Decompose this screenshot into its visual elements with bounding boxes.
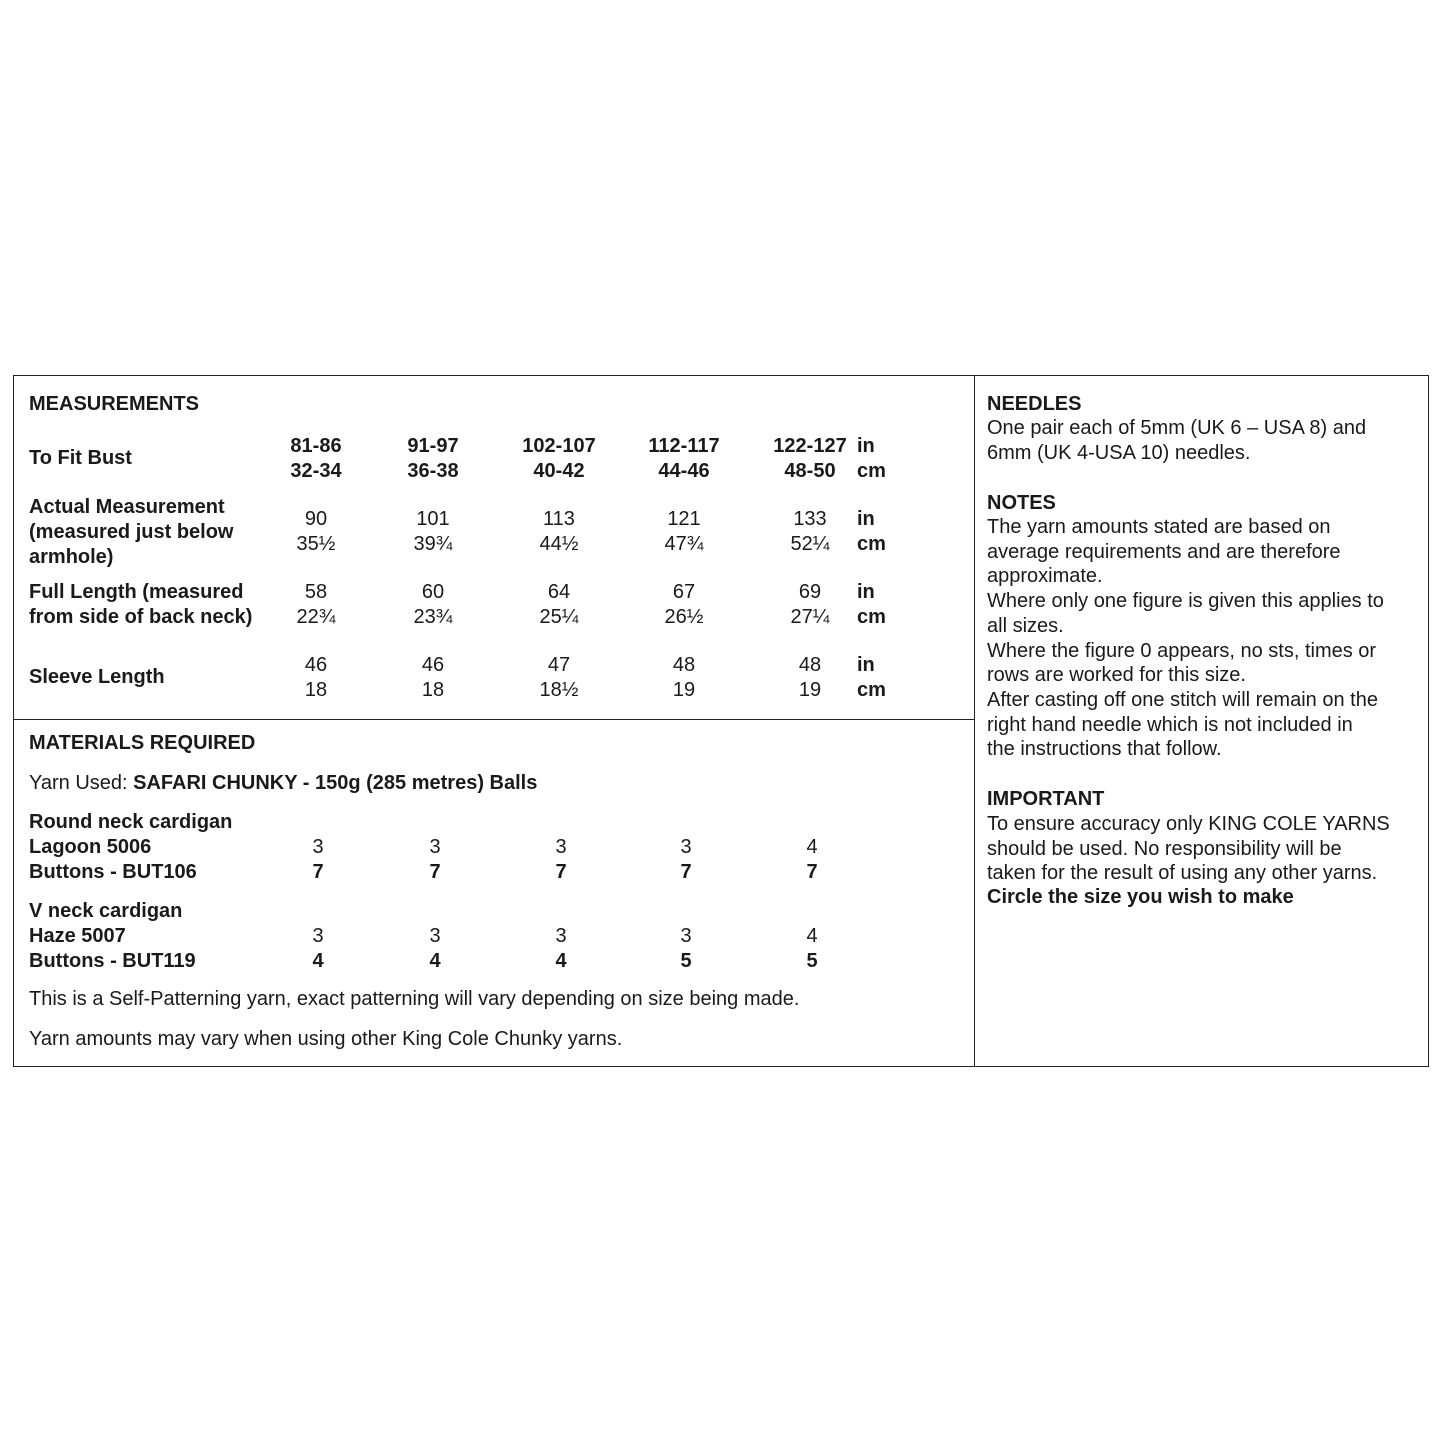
important-heading: IMPORTANT — [987, 788, 1105, 810]
text-line: right hand needle which is not included in — [987, 713, 1353, 736]
text-line: average requirements and are therefore — [987, 540, 1341, 563]
size-value: 18½ — [539, 679, 579, 701]
size-value: 60 — [421, 581, 445, 603]
unit-label: cm — [857, 533, 886, 555]
size-value: 48 — [672, 654, 696, 676]
buttons-label: Buttons - BUT119 — [29, 950, 196, 972]
unit-label: in — [857, 581, 875, 603]
size-value: 25¼ — [539, 606, 579, 628]
cardigan-style-title: Round neck cardigan — [29, 811, 233, 833]
ball-count: 3 — [429, 925, 441, 947]
size-value: 121 — [667, 508, 701, 530]
size-value: 48 — [798, 654, 822, 676]
button-count: 4 — [312, 950, 324, 972]
ball-count: 3 — [555, 836, 567, 858]
row-label: armhole) — [29, 546, 114, 568]
size-value: 36-38 — [407, 460, 459, 482]
unit-label: in — [857, 435, 875, 457]
size-value: 22¾ — [296, 606, 336, 628]
row-label: Actual Measurement — [29, 496, 225, 518]
text-line: To ensure accuracy only KING COLE YARNS — [987, 813, 1390, 835]
section-divider — [14, 719, 975, 720]
unit-label: in — [857, 508, 875, 530]
size-value: 81-86 — [290, 435, 342, 457]
size-value: 44-46 — [658, 460, 710, 482]
size-value: 48-50 — [784, 460, 836, 482]
size-value: 113 — [543, 508, 575, 530]
button-count: 7 — [680, 861, 692, 883]
size-value: 69 — [798, 581, 822, 603]
circle-size-instruction: Circle the size you wish to make — [987, 886, 1294, 908]
size-value: 39¾ — [413, 533, 453, 555]
button-count: 7 — [806, 861, 818, 883]
size-value: 47 — [547, 654, 571, 676]
ball-count: 3 — [312, 925, 324, 947]
size-value: 40-42 — [533, 460, 585, 482]
size-value: 101 — [416, 508, 450, 530]
size-value: 19 — [672, 679, 696, 701]
text-line: The yarn amounts stated are based on — [987, 516, 1331, 538]
yarn-colour-label: Haze 5007 — [29, 925, 126, 947]
text-line: taken for the result of using any other yarns. — [987, 862, 1378, 885]
ball-count: 4 — [806, 836, 818, 858]
size-value: 27¼ — [790, 606, 830, 628]
cardigan-style-title: V neck cardigan — [29, 900, 183, 922]
row-label: To Fit Bust — [29, 447, 132, 469]
self-patterning-note: This is a Self-Patterning yarn, exact patterning will vary depending on size being made. — [29, 988, 800, 1010]
buttons-label: Buttons - BUT106 — [29, 861, 197, 883]
button-count: 7 — [312, 861, 324, 883]
text-line: One pair each of 5mm (UK 6 – USA 8) and — [987, 417, 1367, 439]
text-line: Where only one figure is given this applies to — [987, 590, 1384, 613]
size-value: 58 — [304, 581, 328, 603]
yarn-amounts-note: Yarn amounts may vary when using other King Cole Chunky yarns. — [29, 1028, 623, 1050]
row-label: Full Length (measured — [29, 581, 244, 603]
size-value: 67 — [672, 581, 696, 603]
size-value: 46 — [304, 654, 328, 676]
yarn-colour-label: Lagoon 5006 — [29, 836, 152, 858]
notes-text — [987, 515, 1427, 762]
button-count: 5 — [680, 950, 692, 972]
row-label: (measured just below — [29, 521, 234, 543]
button-count: 7 — [555, 861, 567, 883]
unit-label: cm — [857, 679, 886, 701]
size-value: 64 — [547, 581, 571, 603]
button-count: 4 — [429, 950, 441, 972]
row-label: from side of back neck) — [29, 606, 253, 628]
text-line: After casting off one stitch will remain on the — [987, 688, 1378, 711]
ball-count: 3 — [555, 925, 567, 947]
size-value: 32-34 — [290, 460, 342, 482]
important-text — [987, 812, 1427, 886]
size-value: 18 — [421, 679, 445, 701]
ball-count: 3 — [680, 925, 692, 947]
yarn-used-prefix: Yarn Used: — [29, 772, 134, 794]
unit-label: in — [857, 654, 875, 676]
size-value: 23¾ — [413, 606, 453, 628]
button-count: 5 — [806, 950, 818, 972]
yarn-used — [29, 771, 537, 796]
text-line: rows are worked for this size. — [987, 664, 1246, 687]
size-value: 90 — [304, 508, 328, 530]
button-count: 7 — [429, 861, 441, 883]
text-line: should be used. No responsibility will be — [987, 837, 1342, 860]
needles-heading: NEEDLES — [987, 393, 1082, 415]
button-count: 4 — [555, 950, 567, 972]
text-line: approximate. — [987, 565, 1103, 588]
text-line: all sizes. — [987, 614, 1064, 637]
column-divider — [974, 376, 975, 1066]
size-value: 102-107 — [522, 435, 596, 457]
size-value: 35½ — [296, 533, 336, 555]
size-value: 18 — [304, 679, 328, 701]
size-value: 91-97 — [407, 435, 459, 457]
measurements-heading: MEASUREMENTS — [29, 393, 200, 415]
text-line: the instructions that follow. — [987, 738, 1222, 761]
ball-count: 3 — [429, 836, 441, 858]
ball-count: 4 — [806, 925, 818, 947]
size-value: 122-127 — [773, 435, 847, 457]
unit-label: cm — [857, 460, 886, 482]
pattern-info-card — [13, 375, 1429, 1067]
materials-heading: MATERIALS REQUIRED — [29, 732, 256, 754]
text-line: Where the figure 0 appears, no sts, times or — [987, 639, 1377, 662]
ball-count: 3 — [680, 836, 692, 858]
size-value: 26½ — [664, 606, 704, 628]
needles-text — [987, 416, 1427, 465]
size-value: 52¼ — [790, 533, 830, 555]
size-value: 46 — [421, 654, 445, 676]
size-value: 112-117 — [648, 435, 720, 457]
row-label: Sleeve Length — [29, 666, 165, 688]
size-value: 19 — [798, 679, 822, 701]
ball-count: 3 — [312, 836, 324, 858]
notes-heading: NOTES — [987, 492, 1056, 514]
size-value: 133 — [793, 508, 827, 530]
text-line: 6mm (UK 4-USA 10) needles. — [987, 441, 1251, 464]
size-value: 47¾ — [664, 533, 704, 555]
unit-label: cm — [857, 606, 886, 628]
size-value: 44½ — [539, 533, 579, 555]
yarn-name: SAFARI CHUNKY - 150g (285 metres) Balls — [133, 772, 538, 794]
